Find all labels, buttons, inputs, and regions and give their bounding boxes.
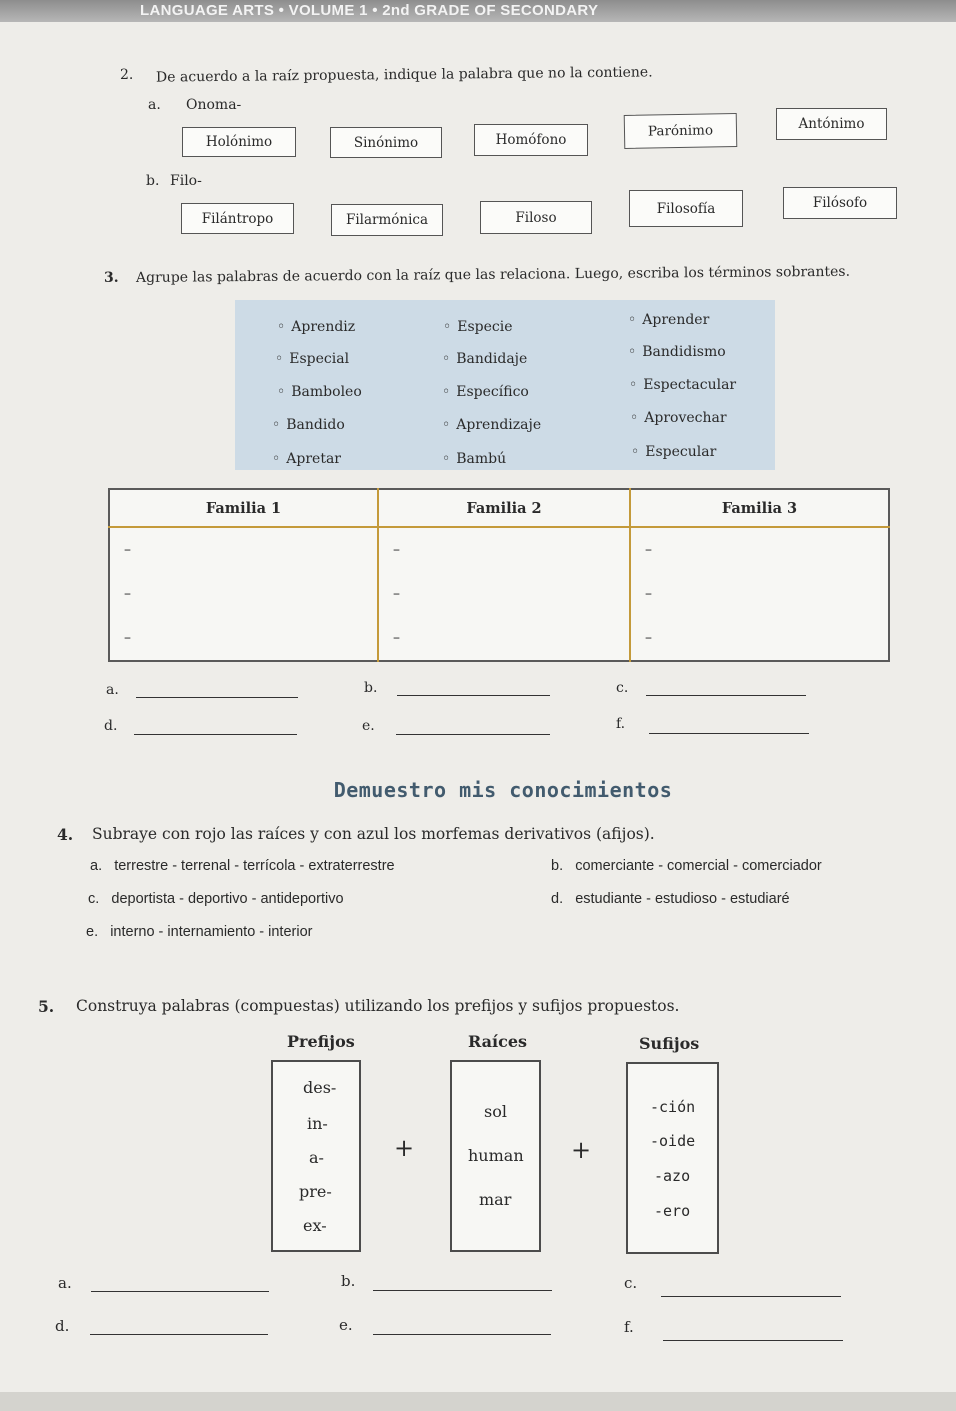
option-holonimo[interactable]: Holónimo: [182, 127, 296, 157]
option-filosofo[interactable]: Filósofo: [783, 187, 897, 219]
family-2-header: Familia 2: [378, 489, 630, 527]
prefixes-header: Prefijos: [287, 1032, 355, 1051]
word-especial: ◦ Especial: [275, 351, 349, 367]
q3-answer-label-a: a.: [106, 682, 119, 698]
q4-text: Subraye con rojo las raíces y con azul los morfemas derivativos (afijos).: [92, 825, 655, 843]
q4-item-b: [551, 858, 822, 874]
prefix-item: a-: [309, 1148, 324, 1167]
q5-answer-label-c: c.: [624, 1274, 638, 1292]
roots-header: Raíces: [468, 1032, 528, 1051]
q3-answer-line-b[interactable]: [397, 695, 550, 696]
word-especie: ◦ Especie: [443, 319, 513, 335]
option-filarmonica[interactable]: Filarmónica: [331, 204, 443, 236]
word-bank-panel: [235, 300, 775, 470]
q5-answer-label-e: e.: [339, 1316, 353, 1334]
family-cell[interactable]: –: [378, 527, 630, 572]
word-bambu: ◦ Bambú: [442, 451, 506, 467]
option-filantropo[interactable]: Filántropo: [181, 203, 294, 234]
root-item: mar: [479, 1190, 512, 1209]
page-footer-strip: [0, 1392, 956, 1411]
q2-number: 2.: [120, 67, 134, 83]
q3-number: 3.: [104, 270, 119, 286]
family-cell[interactable]: –: [109, 572, 378, 616]
family-cell[interactable]: –: [109, 616, 378, 661]
option-paronimo[interactable]: Parónimo: [624, 113, 738, 149]
q4-number: 4.: [57, 825, 74, 844]
suffixes-header: Sufijos: [639, 1034, 700, 1053]
suffix-item: -oide: [650, 1132, 696, 1150]
q5-answer-line-d[interactable]: [90, 1334, 268, 1335]
section-title: Demuestro mis conocimientos: [333, 778, 673, 802]
q5-answer-label-a: a.: [58, 1274, 72, 1292]
option-homofono[interactable]: Homófono: [474, 124, 588, 156]
q4-item-label: d.: [551, 891, 564, 907]
word-aprender: ◦ Aprender: [628, 312, 709, 328]
q3-answer-label-d: d.: [104, 718, 118, 734]
family-cell[interactable]: –: [378, 572, 630, 616]
q3-answer-label-e: e.: [362, 718, 375, 734]
suffix-item: -ero: [654, 1202, 691, 1220]
q4-item-text: estudiante - estudioso - estudiaré: [575, 891, 790, 907]
q4-item-label: c.: [88, 891, 100, 907]
option-sinonimo[interactable]: Sinónimo: [330, 127, 442, 158]
q2-text: De acuerdo a la raíz propuesta, indique la palabra que no la contiene.: [155, 64, 653, 86]
root-item: sol: [484, 1102, 507, 1121]
q4-item-text: deportista - deportivo - antideportivo: [111, 891, 344, 907]
prefix-item: in-: [307, 1114, 328, 1133]
word-espectacular: ◦ Espectacular: [629, 377, 736, 393]
q3-text: Agrupe las palabras de acuerdo con la raíz que las relaciona. Luego, escriba los términos sobrantes.: [135, 263, 851, 286]
q5-answer-label-f: f.: [624, 1318, 634, 1336]
family-cell[interactable]: –: [645, 630, 652, 646]
word-aprendiz: ◦ Aprendiz: [277, 319, 355, 335]
root-item: human: [468, 1146, 524, 1165]
word-especifico: ◦ Específico: [442, 384, 529, 400]
roots-box: [450, 1060, 541, 1252]
q2a-label: a.: [148, 97, 161, 113]
word-apretar: ◦ Apretar: [272, 451, 341, 467]
q3-answer-line-a[interactable]: [136, 697, 298, 698]
family-cell[interactable]: –: [645, 542, 652, 558]
family-table: [108, 488, 890, 662]
family-cell[interactable]: –: [645, 586, 652, 602]
prefix-item: pre-: [299, 1182, 332, 1201]
q3-answer-line-e[interactable]: [396, 734, 550, 735]
q4-item-text: terrestre - terrenal - terrícola - extraterrestre: [114, 858, 395, 874]
word-bandido: ◦ Bandido: [272, 417, 345, 433]
q3-answer-line-c[interactable]: [646, 695, 806, 696]
prefix-item: ex-: [303, 1216, 327, 1235]
q3-answer-label-c: c.: [616, 680, 629, 696]
word-aprendizaje: ◦ Aprendizaje: [442, 417, 541, 433]
word-especular: ◦ Especular: [631, 444, 716, 460]
word-bandidaje: ◦ Bandidaje: [442, 351, 527, 367]
plus-sign-1: +: [394, 1134, 415, 1162]
family-1-header: Familia 1: [109, 489, 378, 527]
q4-item-text: comerciante - comercial - comerciador: [575, 858, 822, 874]
family-cell[interactable]: –: [378, 616, 630, 661]
q5-answer-label-d: d.: [55, 1317, 70, 1335]
word-aprovechar: ◦ Aprovechar: [630, 410, 727, 426]
option-filoso[interactable]: Filoso: [480, 201, 592, 234]
suffixes-box: [626, 1062, 719, 1254]
q3-answer-label-b: b.: [364, 680, 378, 696]
plus-sign-2: +: [571, 1136, 592, 1164]
q3-answer-line-d[interactable]: [134, 734, 297, 735]
q4-item-d: [551, 891, 790, 907]
suffix-item: -ción: [650, 1098, 696, 1116]
q5-answer-line-f[interactable]: [663, 1340, 843, 1341]
family-cell[interactable]: –: [109, 527, 378, 572]
q4-item-text: interno - internamiento - interior: [110, 924, 313, 940]
q5-answer-label-b: b.: [341, 1272, 356, 1290]
q5-text: Construya palabras (compuestas) utilizando los prefijos y sufijos propuestos.: [76, 997, 680, 1015]
q4-item-e: [86, 924, 312, 940]
family-3-header: Familia 3: [630, 489, 889, 527]
q5-answer-line-c[interactable]: [661, 1296, 841, 1297]
q4-item-c: [88, 891, 344, 907]
q5-answer-line-a[interactable]: [91, 1291, 269, 1292]
option-antonimo[interactable]: Antónimo: [776, 108, 887, 140]
prefixes-box: [271, 1060, 361, 1252]
prefix-item: des-: [303, 1078, 337, 1097]
option-filosofia[interactable]: Filosofía: [629, 190, 743, 227]
q4-item-label: a.: [90, 858, 103, 874]
q2a-root: Onoma-: [186, 97, 242, 113]
q5-answer-line-e[interactable]: [373, 1334, 551, 1335]
word-bamboleo: ◦ Bamboleo: [277, 384, 362, 400]
suffix-item: -azo: [654, 1167, 691, 1185]
q2b-label: b.: [146, 173, 160, 189]
q2b-root: Filo-: [170, 173, 202, 189]
q4-item-label: b.: [551, 858, 564, 874]
q3-answer-line-f[interactable]: [649, 733, 809, 734]
q5-answer-line-b[interactable]: [373, 1290, 552, 1291]
q4-item-label: e.: [86, 924, 99, 940]
q5-number: 5.: [38, 997, 55, 1016]
q3-answer-label-f: f.: [616, 716, 626, 732]
word-bandidismo: ◦ Bandidismo: [628, 344, 726, 360]
q4-item-a: [90, 858, 395, 874]
page-header: LANGUAGE ARTS • VOLUME 1 • 2nd GRADE OF SECONDARY: [0, 0, 956, 22]
